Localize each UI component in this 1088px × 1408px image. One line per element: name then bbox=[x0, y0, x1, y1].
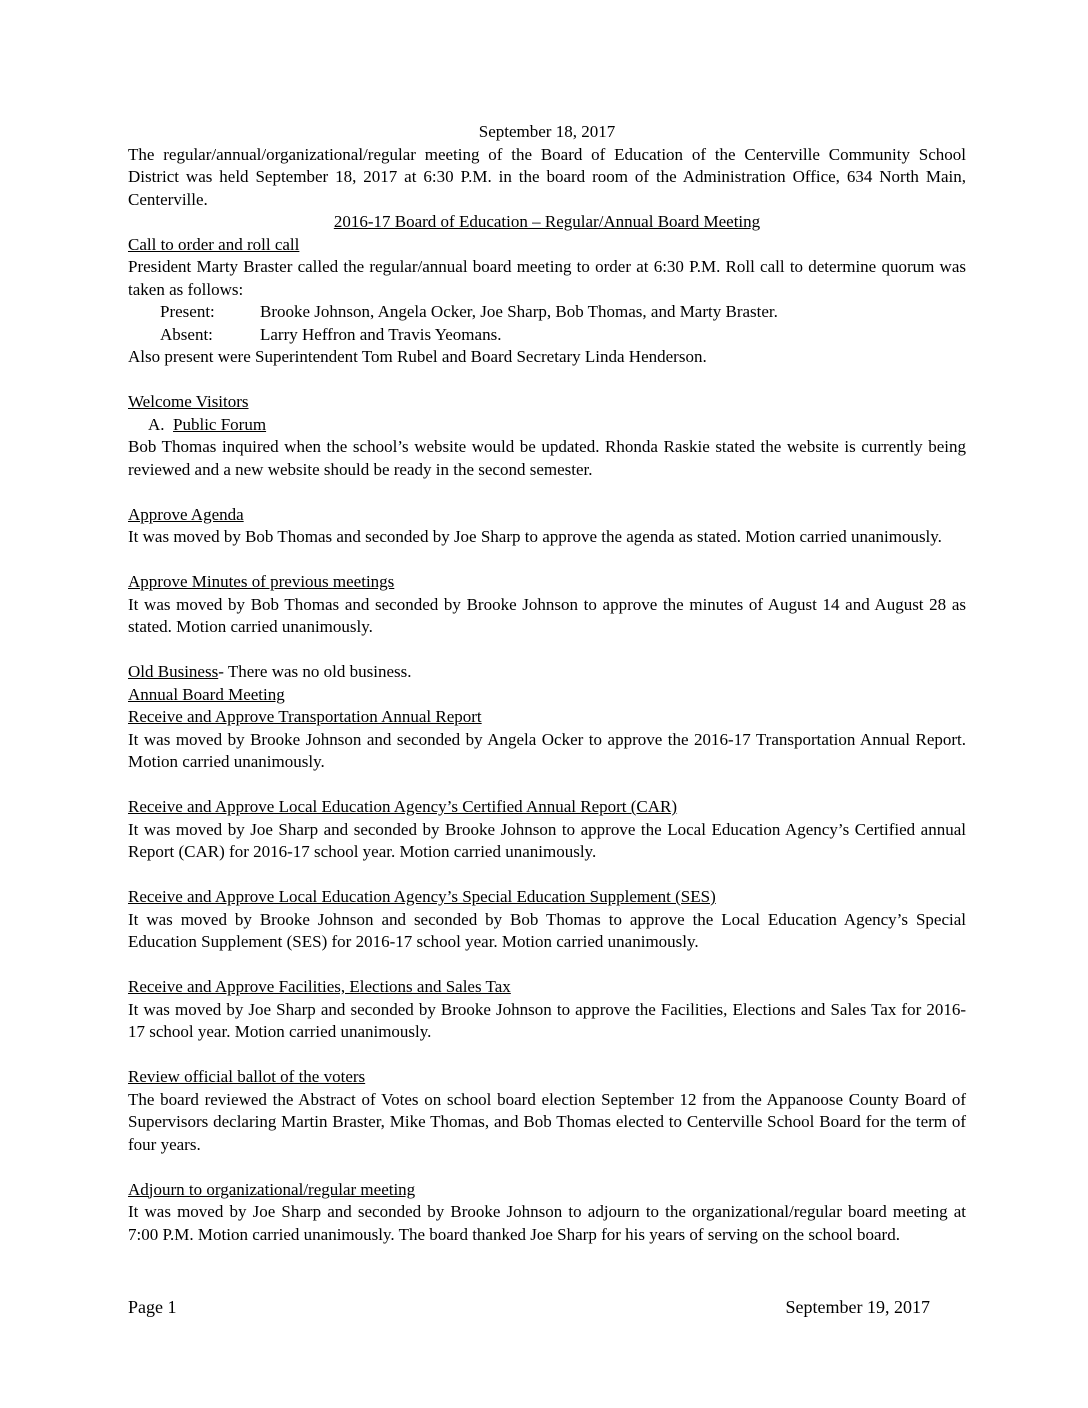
absent-line bbox=[128, 324, 966, 347]
footer-date: September 19, 2017 bbox=[785, 1297, 930, 1317]
public-forum-text: Bob Thomas inquired when the school’s website would be updated. Rhonda Raskie stated the website is currently being reviewed and a new website should be ready in the second semester. bbox=[128, 437, 966, 479]
car-text: It was moved by Joe Sharp and seconded by Brooke Johnson to approve the Local Education Agency’s Certified annual Report (CAR) for 2016-17 school year. Motion carried unanimously. bbox=[128, 819, 966, 861]
absent-names: Larry Heffron and Travis Yeomans. bbox=[260, 324, 502, 344]
adjourn-text: It was moved by Joe Sharp and seconded by Brooke Johnson to adjourn to the organizational/regular board meeting at 7:00 P.M. Motion carried unanimously. The board thanked Joe Sharp for his years of serving on the school board. bbox=[128, 1202, 966, 1244]
intro-paragraph: The regular/annual/organizational/regular meeting of the Board of Education of the Centerville Community School District was held September 18, 2017 at 6:30 P.M. in the board room of the Administration Office, 634 North Main, Centerville. bbox=[128, 144, 966, 209]
call-to-order-heading: Call to order and roll call bbox=[128, 234, 300, 254]
meeting-title: 2016-17 Board of Education – Regular/Annual Board Meeting bbox=[333, 212, 761, 231]
ses-heading: Receive and Approve Local Education Agency’s Special Education Supplement (SES) bbox=[128, 887, 716, 906]
call-to-order-text: President Marty Braster called the regular/annual board meeting to order at 6:30 P.M. Roll call to determine quorum was taken as follows: bbox=[128, 257, 966, 299]
approve-agenda-heading: Approve Agenda bbox=[128, 504, 244, 524]
public-forum-prefix: A. bbox=[148, 414, 165, 434]
welcome-heading: Welcome Visitors bbox=[128, 392, 249, 411]
also-present-text: Also present were Superintendent Tom Rubel and Board Secretary Linda Henderson. bbox=[128, 347, 707, 366]
facilities-heading: Receive and Approve Facilities, Elections and Sales Tax bbox=[128, 977, 511, 996]
approve-minutes-text: It was moved by Bob Thomas and seconded by Brooke Johnson to approve the minutes of August 14 and August 28 as stated. Motion carried unanimously. bbox=[128, 594, 966, 636]
meeting-date: September 18, 2017 bbox=[478, 122, 616, 141]
old-business-heading: Old Business bbox=[128, 662, 219, 681]
old-business-line bbox=[128, 661, 966, 684]
transportation-text: It was moved by Brooke Johnson and seconded by Angela Ocker to approve the 2016-17 Transportation Annual Report. Motion carried unanimously. bbox=[128, 729, 966, 771]
approve-agenda-text: It was moved by Bob Thomas and seconded by Joe Sharp to approve the agenda as stated. Motion carried unanimously. bbox=[128, 527, 942, 546]
annual-meeting-heading: Annual Board Meeting bbox=[128, 684, 285, 704]
present-label: Present: bbox=[160, 302, 215, 321]
public-forum-heading: Public Forum bbox=[173, 414, 267, 434]
old-business-text: - There was no old business. bbox=[218, 662, 412, 681]
absent-label: Absent: bbox=[160, 324, 213, 344]
ballot-text: The board reviewed the Abstract of Votes on school board election September 12 from the Appanoose County Board of Supervisors declaring Martin Braster, Mike Thomas, and Bob Thomas elected to Centerville School Board for the term of four years. bbox=[128, 1089, 966, 1154]
car-heading: Receive and Approve Local Education Agency’s Certified Annual Report (CAR) bbox=[128, 797, 678, 816]
ballot-heading: Review official ballot of the voters bbox=[128, 1067, 366, 1086]
page-number: Page 1 bbox=[128, 1297, 177, 1317]
minutes-body bbox=[128, 121, 966, 1246]
public-forum-line bbox=[128, 414, 966, 437]
present-names: Brooke Johnson, Angela Ocker, Joe Sharp, Bob Thomas, and Marty Braster. bbox=[260, 302, 778, 321]
facilities-text: It was moved by Joe Sharp and seconded by Brooke Johnson to approve the Facilities, Elections and Sales Tax for 2016-17 school year. Motion carried unanimously. bbox=[128, 999, 966, 1041]
present-line bbox=[128, 301, 966, 324]
transportation-heading: Receive and Approve Transportation Annual Report bbox=[128, 707, 482, 726]
approve-minutes-heading: Approve Minutes of previous meetings bbox=[128, 572, 395, 591]
ses-text: It was moved by Brooke Johnson and seconded by Bob Thomas to approve the Local Education Agency’s Special Education Supplement (SES) for 2016-17 school year. Motion carried unanimously. bbox=[128, 909, 966, 951]
adjourn-heading: Adjourn to organizational/regular meeting bbox=[128, 1179, 416, 1199]
